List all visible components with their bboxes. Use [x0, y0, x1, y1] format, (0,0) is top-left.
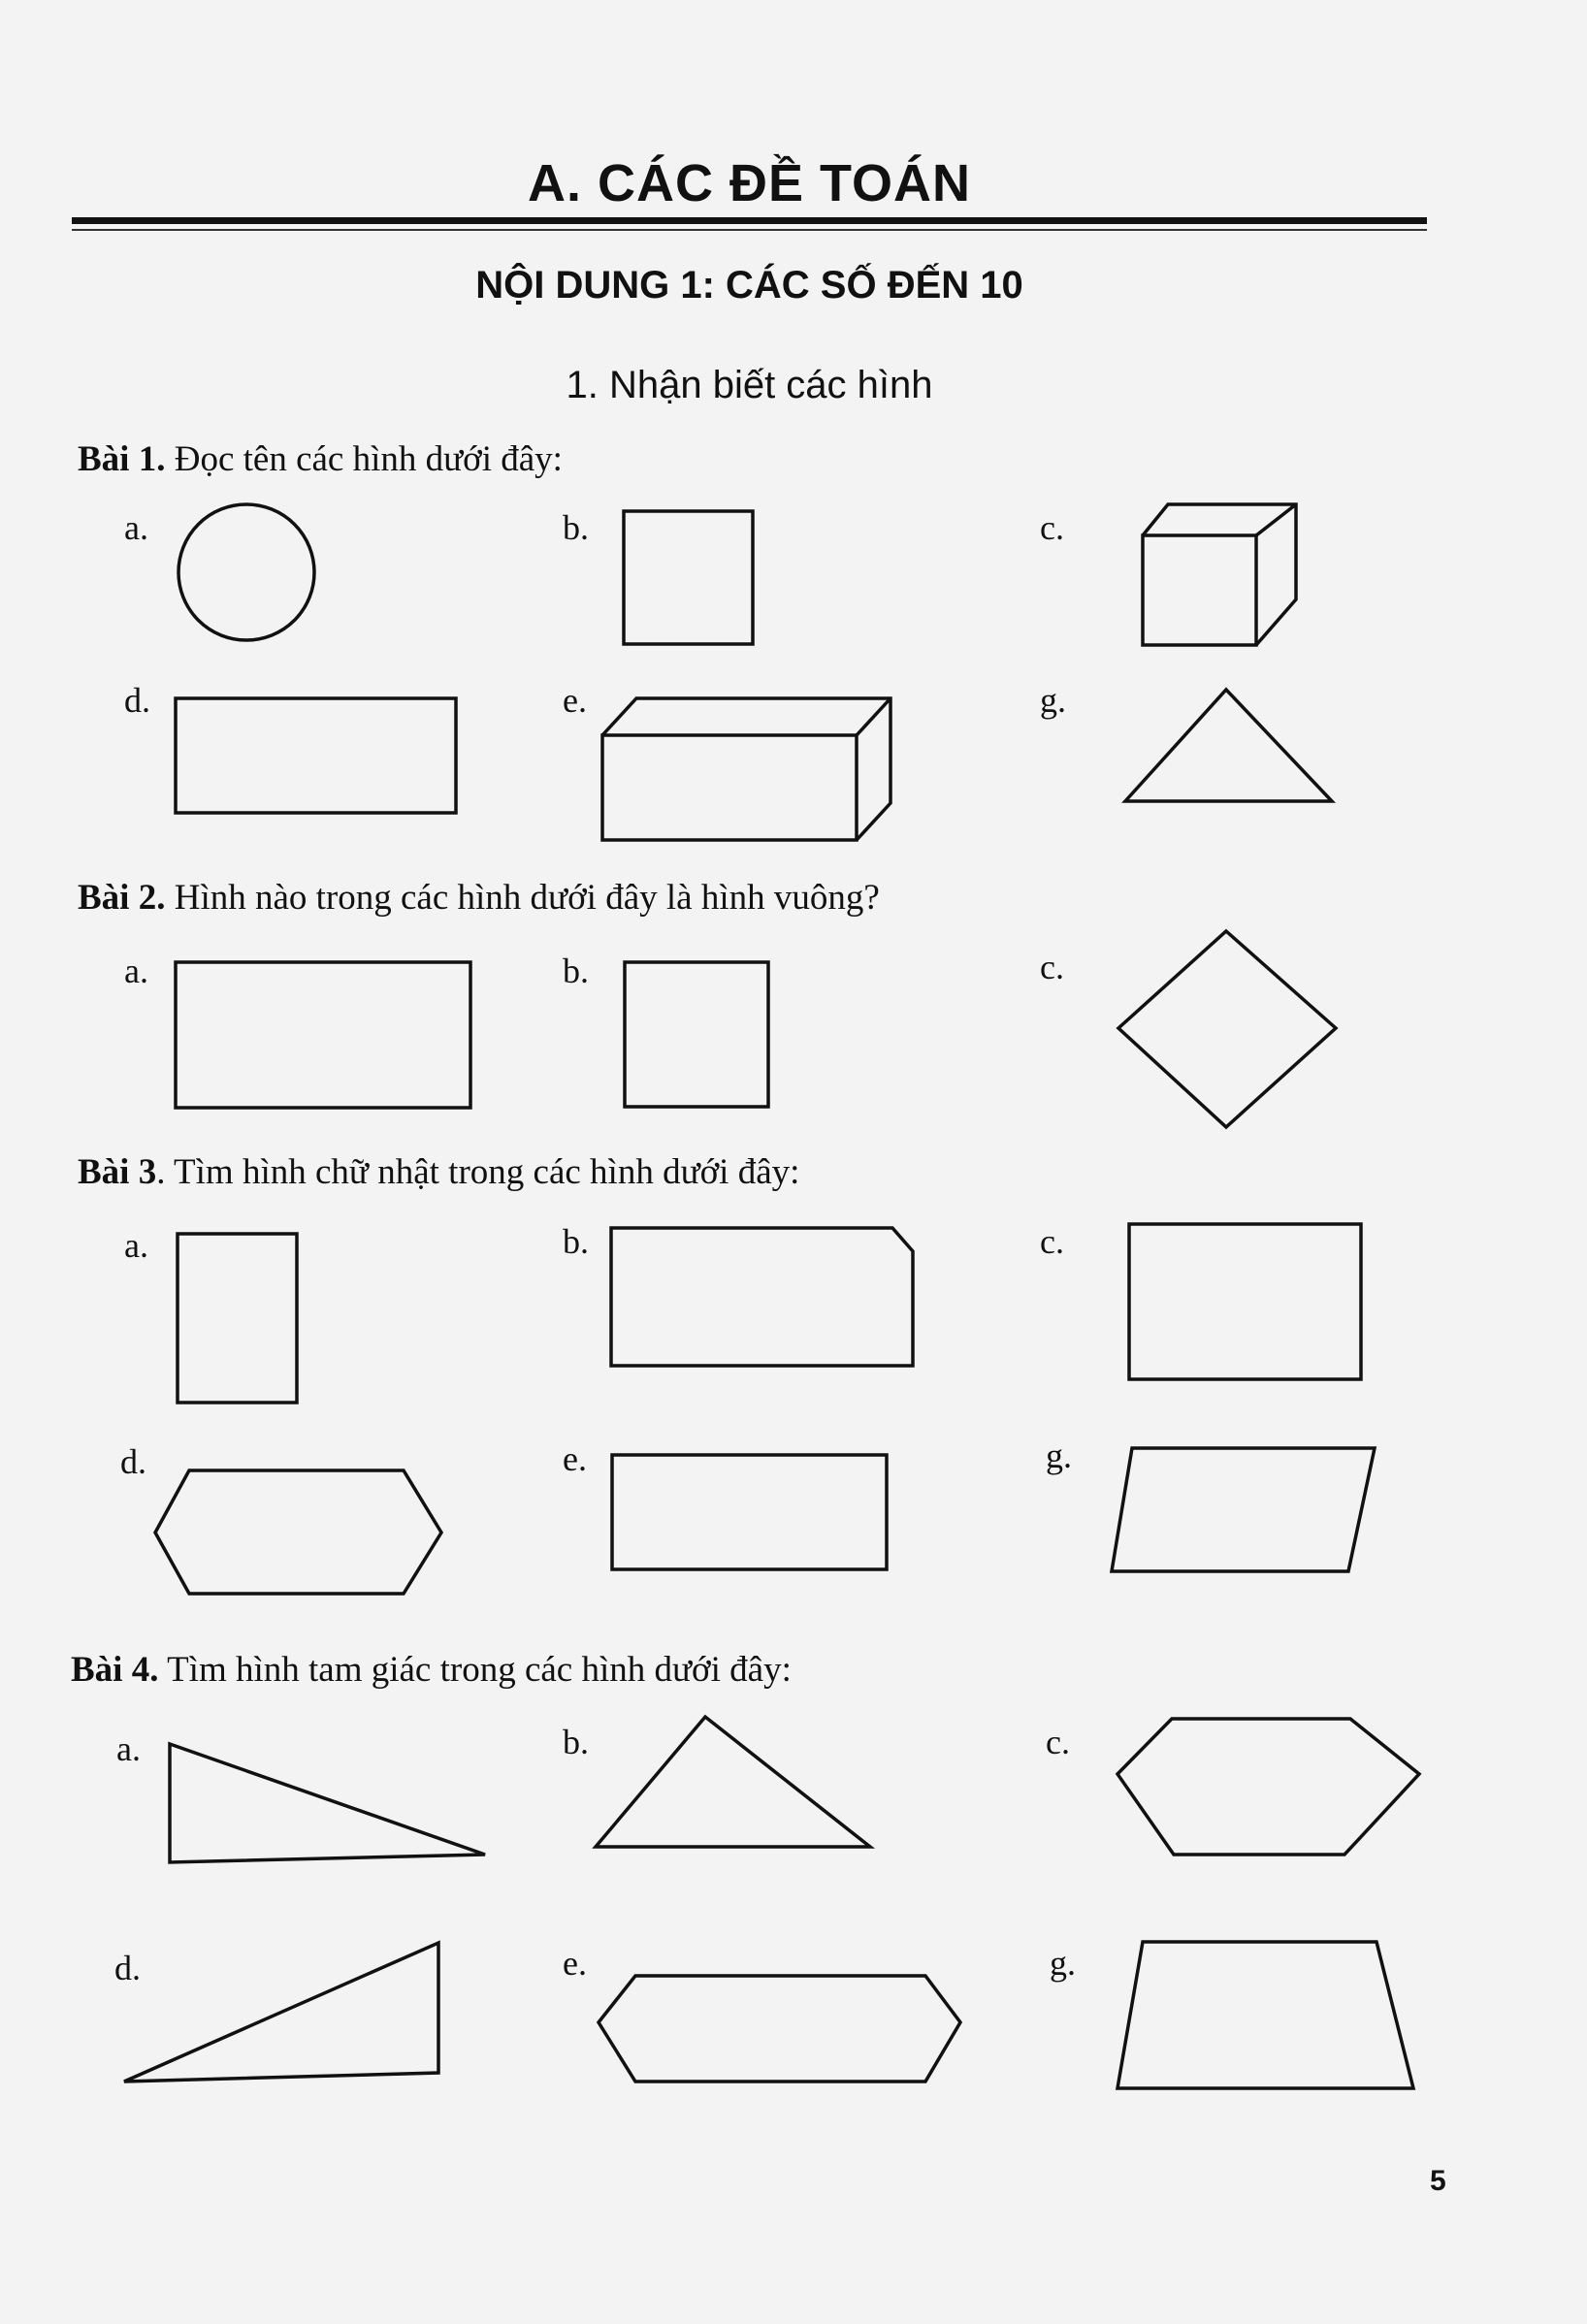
ex1-d-rectangle [176, 698, 456, 813]
ex4-label-b: b. [563, 1723, 589, 1761]
ex1-label-g: g. [1040, 681, 1066, 720]
ex3-label-d: d. [120, 1442, 146, 1481]
ex4-g-trapezoid [1117, 1942, 1413, 2088]
ex3-label-c: c. [1040, 1222, 1064, 1261]
ex4-e-hexagon [599, 1976, 960, 2082]
ex1-label-b: b. [563, 508, 589, 547]
ex2-label-c: c. [1040, 948, 1064, 986]
ex2-c-rotated-square [1118, 931, 1336, 1127]
ex3-b-cut-corner [611, 1228, 913, 1366]
ex1-label-c: c. [1040, 508, 1064, 547]
ex3-label-e: e. [563, 1439, 587, 1478]
ex1-label-d: d. [124, 681, 150, 720]
ex4-c-pentagon [1117, 1719, 1419, 1855]
ex1-label-a: a. [124, 508, 148, 547]
exercise-3-number: Bài 3 [78, 1152, 157, 1192]
exercise-4-text: Tìm hình tam giác trong các hình dưới đây: [167, 1650, 792, 1690]
ex1-c-cube [1143, 504, 1296, 645]
section-title: A. CÁC ĐỀ TOÁN [527, 154, 972, 212]
ex3-d-hexagon [155, 1470, 441, 1594]
exercise-4-number: Bài 4. [71, 1650, 159, 1690]
ex4-label-a: a. [116, 1729, 141, 1768]
exercise-2-text: Hình nào trong các hình dưới đây là hình vuông? [174, 878, 880, 918]
page-number: 5 [1430, 2165, 1446, 2197]
ex4-label-e: e. [563, 1944, 587, 1983]
ex3-c-square [1129, 1224, 1361, 1379]
ex1-g-triangle [1125, 690, 1332, 801]
ex1-b-square [624, 511, 753, 644]
ex4-d-right-triangle [124, 1943, 438, 2082]
subsection-heading: 1. Nhận biết các hình [566, 364, 933, 406]
ex3-label-g: g. [1046, 1436, 1072, 1475]
ex4-a-right-triangle [170, 1744, 485, 1862]
exercise-1-number: Bài 1. [78, 439, 166, 479]
ex2-b-square [625, 962, 768, 1107]
ex4-label-d: d. [114, 1949, 141, 1987]
ex2-a-rectangle [176, 962, 470, 1108]
ex3-g-parallelogram [1112, 1448, 1375, 1571]
content-heading: NỘI DUNG 1: CÁC SỐ ĐẾN 10 [475, 264, 1023, 307]
exercise-2-number: Bài 2. [78, 878, 166, 918]
ex4-b-triangle [596, 1717, 870, 1847]
ex2-label-a: a. [124, 952, 148, 990]
ex1-a-circle [178, 504, 314, 640]
exercise-1-text: Đọc tên các hình dưới đây: [174, 439, 563, 479]
exercise-3-text: . Tìm hình chữ nhật trong các hình dưới đây: [156, 1152, 800, 1192]
ex3-label-b: b. [563, 1222, 589, 1261]
ex4-label-c: c. [1046, 1723, 1070, 1761]
ex2-label-b: b. [563, 952, 589, 990]
ex3-label-a: a. [124, 1226, 148, 1265]
ex1-label-e: e. [563, 681, 587, 720]
ex4-label-g: g. [1050, 1944, 1076, 1983]
ex1-e-rectangular-prism [602, 698, 891, 840]
ex3-e-rectangle [612, 1455, 887, 1569]
ex3-a-rectangle [178, 1234, 297, 1403]
